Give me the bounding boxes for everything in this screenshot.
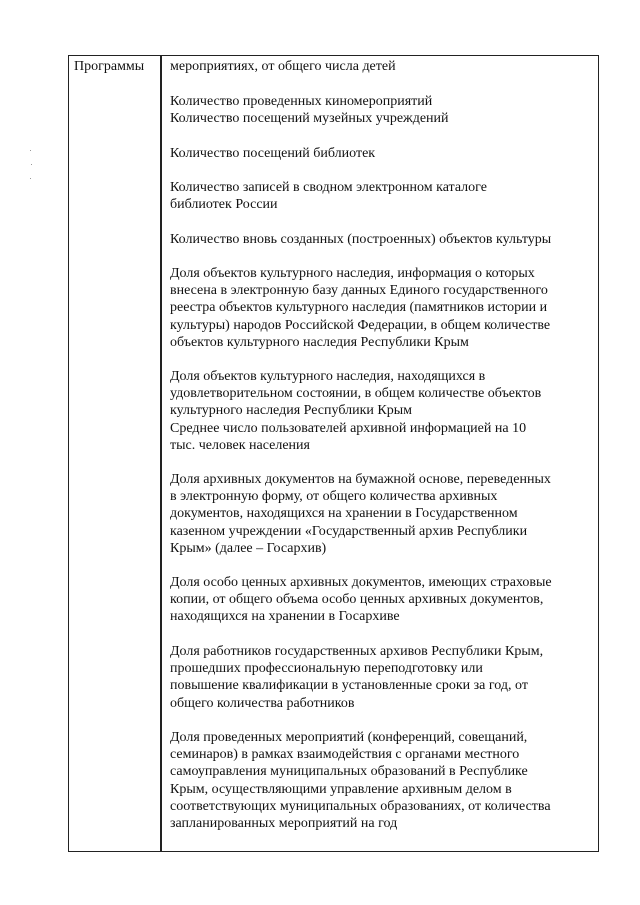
row-header-cell: Программы (74, 59, 145, 74)
indicator-text: Доля работников государственных архивов Республики Крым, прошедших профессиональную переподготовку или повышение квалификации в установленные сроки за год, от общего количества работников (170, 644, 544, 711)
indicator-text: Доля архивных документов на бумажной основе, переведенных в электронную форму, от общего количества архивных документов, находящихся на хранении в Государственном казенном учреждении «Государственный архив Республики Крым» (далее – Госархив) (170, 472, 551, 556)
column-divider (160, 55, 162, 852)
indicator-text: Количество посещений музейных учреждений (170, 111, 449, 126)
indicator-text: Доля проведенных мероприятий (конференций, совещаний, семинаров) в рамках взаимодействия с органами местного самоуправления муниципальных образований в Республике Крым, осуществляющими управление архивным делом в соответствующих муниципальных образованиях, от количества запланированных мероприятий на год (170, 730, 551, 832)
indicator-text: Среднее число пользователей архивной информацией на 10 тыс. человек населения (170, 421, 527, 454)
indicator-text: Количество посещений библиотек (170, 146, 376, 161)
indicator-text: Количество вновь созданных (построенных) объектов культуры (170, 232, 552, 247)
indicator-block (170, 179, 590, 213)
indicator-text: Доля особо ценных архивных документов, имеющих страховые копии, от общего объема особо ценных архивных документов, находящихся на хранении в Госархиве (170, 575, 552, 625)
indicator-text: мероприятиях, от общего числа детей (170, 59, 396, 74)
indicator-text: Количество записей в сводном электронном каталоге библиотек России (170, 180, 487, 213)
indicator-text: Количество проведенных киномероприятий (170, 94, 433, 109)
indicator-text: Доля объектов культурного наследия, находящихся в удовлетворительном состоянии, в общем количестве объектов культурного наследия Республики Крым (170, 369, 542, 419)
scan-specks (30, 150, 32, 180)
indicator-text: Доля объектов культурного наследия, информация о которых внесена в электронную базу данных Единого государственного реестра объектов культурного наследия (памятников истории и культуры) народов Российской Федерации, в общем количестве объектов культурного наследия Республики Крым (170, 266, 551, 350)
